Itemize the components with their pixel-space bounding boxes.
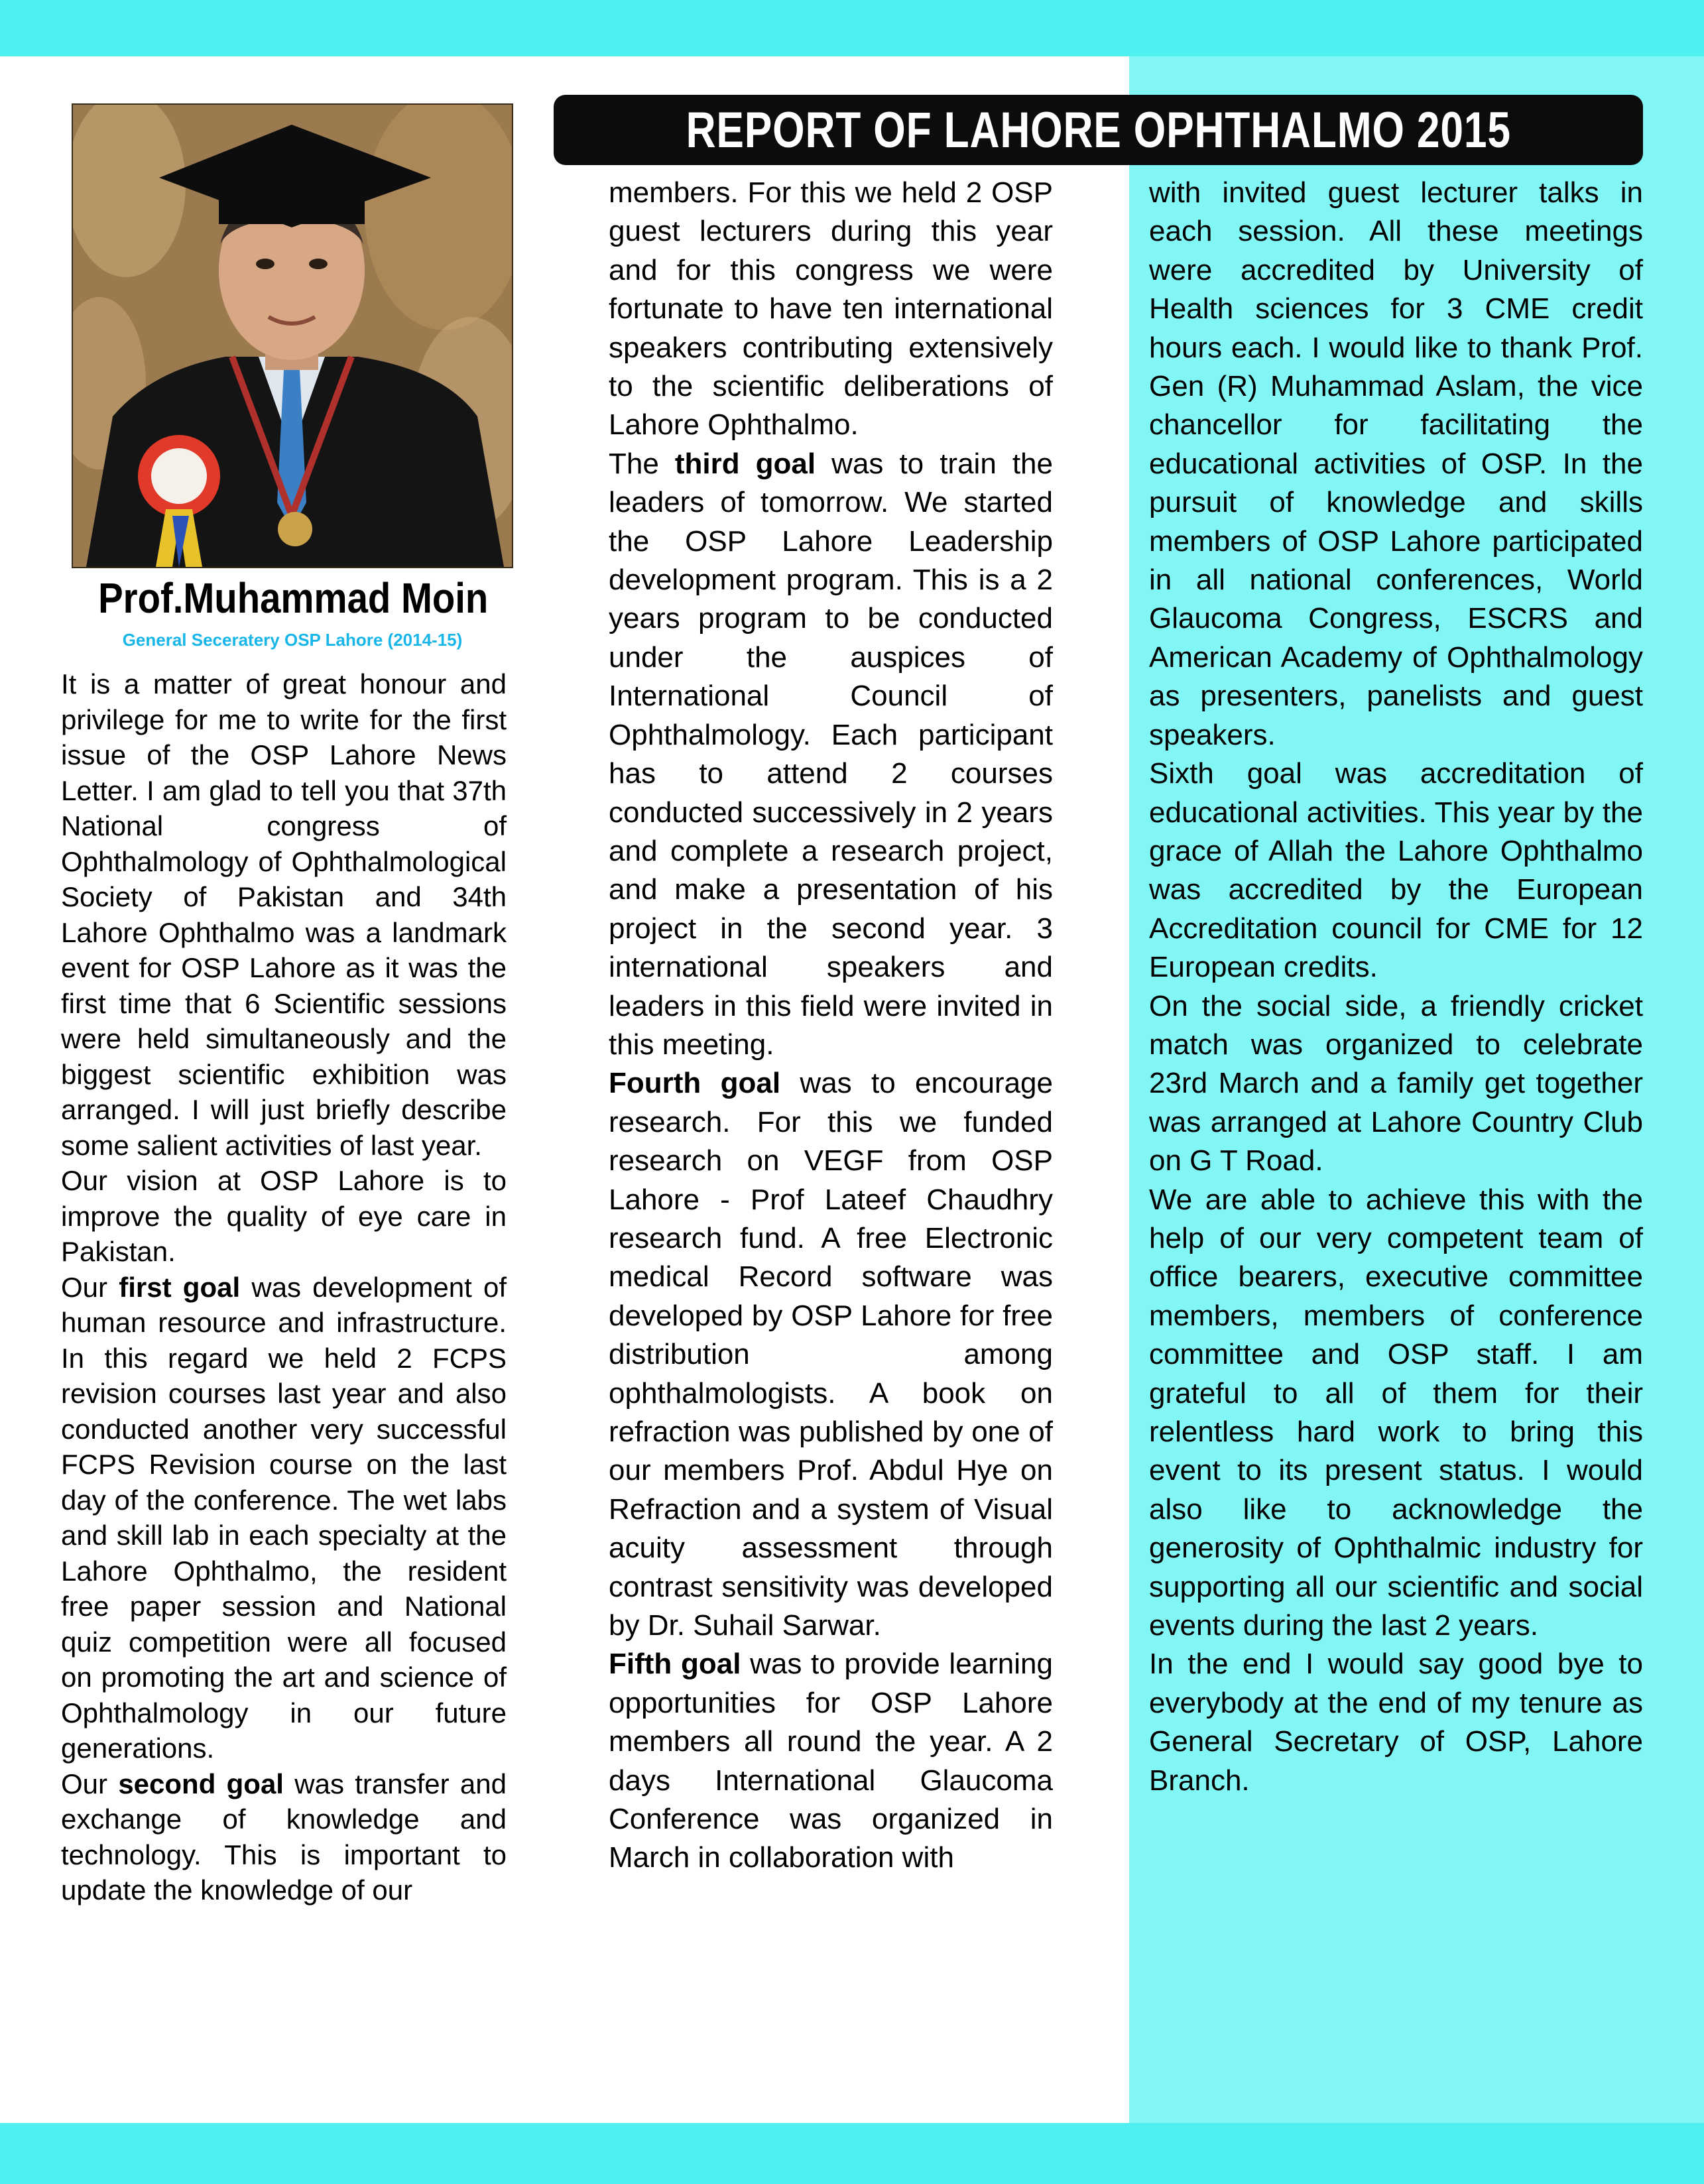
paragraph: Fourth goal was to encourage research. For this we funded research on VEGF from OSP Lahore - Prof Lateef Chaudhry research fund. A free Electronic medical Record software was developed by OSP Lahore for free distribution among ophthalmologists. A book on refraction was published by one of our members Prof. Abdul Hye on Refraction and a system of Visual acuity assessment through contrast sensitivity was developed by Dr. Suhail Sarwar.	[609, 1067, 1053, 1642]
bold-phrase: third goal	[674, 447, 816, 480]
paragraph: Fifth goal was to provide learning opportunities for OSP Lahore members all round the year. A 2 days International Glaucoma Conference was organized in March in collaboration with	[609, 1648, 1053, 1874]
paragraph: members. For this we held 2 OSP guest lecturers during this year and for this congress we were fortunate to have ten international speakers contributing extensively to the scientific deliberations of Lahore Ophthalmo.	[609, 176, 1053, 442]
article-column-2	[609, 174, 1053, 1878]
bottom-band	[0, 2123, 1704, 2184]
article-column-3	[1149, 174, 1643, 1800]
author-name: Prof.Muhammad Moin	[98, 574, 489, 622]
page-title-bar	[554, 95, 1643, 165]
bold-phrase: second goal	[118, 1768, 284, 1799]
top-band	[0, 0, 1704, 56]
paragraph: Our vision at OSP Lahore is to improve the quality of eye care in Pakistan.	[61, 1165, 507, 1267]
author-designation: General Seceratery OSP Lahore (2014-15)	[122, 630, 463, 650]
bold-phrase: first goal	[119, 1271, 241, 1303]
paragraph: We are able to achieve this with the help of our very competent team of office bearers, executive committee members, members of conference committee and OSP staff. I am grateful to all of them for their relentless hard work to bring this event to its present status. I would also like to acknowledge the generosity of Ophthalmic industry for supporting all our scientific and social events during the last 2 years.	[1149, 1183, 1643, 1642]
paragraph: Our second goal was transfer and exchange of knowledge and technology. This is important to update the knowledge of our	[61, 1768, 507, 1906]
article-column-1	[61, 666, 507, 1908]
paragraph: It is a matter of great honour and privilege for me to write for the first issue of the OSP Lahore News Letter. I am glad to tell you that 37th National congress of Ophthalmology of Ophthalmological Society of Pakistan and 34th Lahore Ophthalmo was a landmark event for OSP Lahore as it was the first time that 6 Scientific sessions were held simultaneously and the biggest scientific exhibition was arranged. I will just briefly describe some salient activities of last year.	[61, 668, 507, 1161]
paragraph: In the end I would say good bye to everybody at the end of my tenure as General Secretary of OSP, Lahore Branch.	[1149, 1648, 1643, 1797]
page-title: REPORT OF LAHORE OPHTHALMO 2015	[686, 101, 1511, 158]
paragraph: Our first goal was development of human resource and infrastructure. In this regard we held 2 FCPS revision courses last year and also conducted another very successful FCPS Revision course on the last day of the conference. The wet labs and skill lab in each specialty at the Lahore Ophthalmo, the resident free paper session and National quiz competition were all focused on promoting the art and science of Ophthalmology in our future generations.	[61, 1271, 507, 1764]
bold-phrase: Fifth goal	[609, 1648, 741, 1681]
author-photo	[72, 103, 513, 568]
paragraph: Sixth goal was accreditation of educational activities. This year by the grace of Allah the Lahore Ophthalmo was accredited by the European Accreditation council for CME for 12 European credits.	[1149, 757, 1643, 984]
bold-phrase: Fourth goal	[609, 1067, 781, 1100]
paragraph: with invited guest lecturer talks in each session. All these meetings were accredited by University of Health sciences for 3 CME credit hours each. I would like to thank Prof. Gen (R) Muhammad Aslam, the vice chancellor for facilitating the educational activities of OSP. In the pursuit of knowledge and skills members of OSP Lahore participated in all national conferences, World Glaucoma Congress, ESCRS and American Academy of Ophthalmology as presenters, panelists and guest speakers.	[1149, 176, 1643, 751]
paragraph: The third goal was to train the leaders of tomorrow. We started the OSP Lahore Leadership development program. This is a 2 years program to be conducted under the auspices of International Council of Ophthalmology. Each participant has to attend 2 courses conducted successively in 2 years and complete a research project, and make a presentation of his project in the second year. 3 international speakers and leaders in this field were invited in this meeting.	[609, 447, 1053, 1061]
paragraph: On the social side, a friendly cricket match was organized to celebrate 23rd March and a family get together was arranged at Lahore Country Club on G T Road.	[1149, 989, 1643, 1178]
